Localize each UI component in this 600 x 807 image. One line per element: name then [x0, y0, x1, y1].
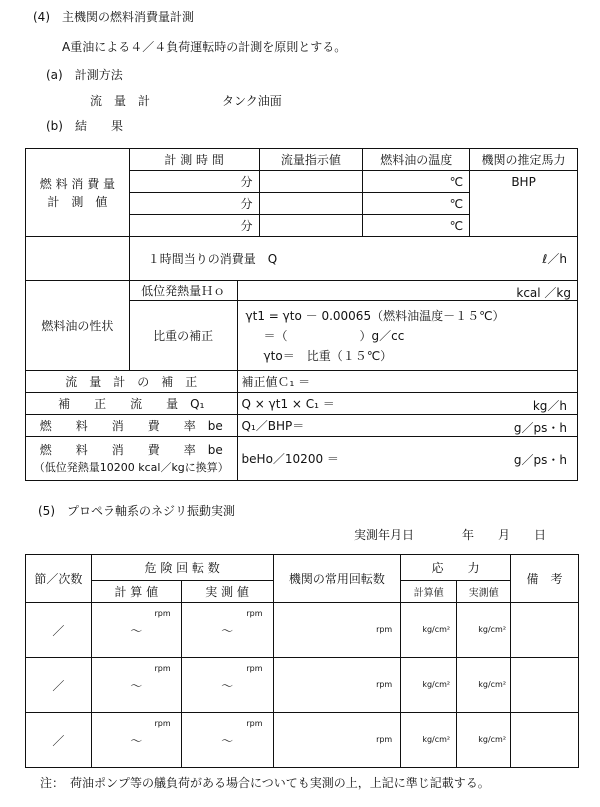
fuel-consumption-table	[25, 148, 578, 481]
col-normal-speed: 機関の常用回転数	[273, 555, 401, 603]
low-heat-cell[interactable]: kcal ／kg	[237, 281, 577, 301]
torsional-vibration-table	[25, 554, 579, 768]
col-meas-value: 実 測 値	[181, 581, 273, 603]
col-critical-speed: 危 険 回 転 数	[91, 555, 273, 581]
table-row	[26, 603, 579, 658]
meas-speed-cell[interactable]: ～ rpm	[181, 713, 273, 768]
time-cell[interactable]: 分	[129, 215, 259, 237]
temp-cell[interactable]: ℃	[363, 215, 470, 237]
sg-correction-label: 比重の補正	[129, 301, 237, 371]
stress-meas-cell[interactable]: kg/cm²	[457, 658, 511, 713]
col-stress: 応 力	[401, 555, 511, 581]
calc-speed-cell[interactable]: ～ rpm	[91, 603, 181, 658]
table-row	[26, 713, 579, 768]
section-4-heading: (4) 主機関の燃料消費量計測	[33, 10, 194, 24]
converted-rate-label: 燃 料 消 費 率 be （低位発熱量10200 kcal／kgに換算）	[26, 437, 238, 481]
col-node-order: 節／次数	[26, 555, 92, 603]
normal-speed-cell[interactable]: rpm	[273, 603, 401, 658]
stress-meas-cell[interactable]: kg/cm²	[457, 603, 511, 658]
meas-speed-cell[interactable]: ～ rpm	[181, 603, 273, 658]
consumption-label-cell: 燃 料 消 費 量 計 測 値	[26, 149, 130, 237]
low-heat-label: 低位発熱量Ｈｏ	[129, 281, 237, 301]
temp-cell[interactable]: ℃	[363, 171, 470, 193]
remarks-cell[interactable]	[511, 658, 579, 713]
converted-rate-cell[interactable]: beHo／10200 ＝ g／ps・h	[237, 437, 577, 481]
normal-speed-cell[interactable]: rpm	[273, 713, 401, 768]
sg-correction-cell[interactable]: γt1 = γto － 0.00065（燃料油温度－１５℃） ＝（ ）g／cc γto＝ 比重（１５℃）	[237, 301, 577, 371]
footnote: 注： 荷油ポンプ等の艤負荷がある場合についても実測の上，上記に準じ記載する。	[40, 776, 490, 790]
stress-calc-cell[interactable]: kg/cm²	[401, 713, 457, 768]
corrected-flow-cell[interactable]: Q × γt1 × C₁ ＝ kg／h	[237, 393, 577, 415]
consumption-rate-label: 燃 料 消 費 率 be	[26, 415, 238, 437]
hourly-consumption-cell[interactable]: １時間当りの消費量 Q ℓ／h	[129, 237, 577, 281]
calc-speed-cell[interactable]: ～ rpm	[91, 713, 181, 768]
measurement-date: 実測年月日 年 月 日	[354, 528, 547, 542]
col-stress-calc: 計算値	[401, 581, 457, 603]
section-4-intro: A重油による４／４負荷運転時の計測を原則とする。	[62, 40, 347, 54]
method-tank-level: タンク油面	[222, 94, 282, 108]
method-label: (a) 計測方法	[46, 68, 123, 82]
remarks-cell[interactable]	[511, 713, 579, 768]
temp-cell[interactable]: ℃	[363, 193, 470, 215]
col-flow-value: 流量指示値	[259, 149, 363, 171]
col-est-power: 機関の推定馬力	[470, 149, 578, 171]
section-5-heading: (5) プロペラ軸系のネジリ振動実測	[38, 504, 235, 518]
node-cell[interactable]: ／	[26, 658, 92, 713]
method-flowmeter: 流 量 計	[90, 94, 151, 108]
remarks-cell[interactable]	[511, 603, 579, 658]
fuel-property-label: 燃料油の性状	[26, 281, 130, 371]
stress-meas-cell[interactable]: kg/cm²	[457, 713, 511, 768]
time-cell[interactable]: 分	[129, 193, 259, 215]
col-calc-value: 計 算 値	[91, 581, 181, 603]
col-measure-time: 計 測 時 間	[129, 149, 259, 171]
calc-speed-cell[interactable]: ～ rpm	[91, 658, 181, 713]
table-row	[26, 658, 579, 713]
node-cell[interactable]: ／	[26, 603, 92, 658]
flow-correction-label: 流 量 計 の 補 正	[26, 371, 238, 393]
col-remarks: 備 考	[511, 555, 579, 603]
result-label: (b) 結 果	[46, 119, 123, 133]
stress-calc-cell[interactable]: kg/cm²	[401, 603, 457, 658]
flow-cell[interactable]	[259, 193, 363, 215]
bhp-cell[interactable]: BHP	[470, 171, 578, 237]
flow-cell[interactable]	[259, 215, 363, 237]
time-cell[interactable]: 分	[129, 171, 259, 193]
normal-speed-cell[interactable]: rpm	[273, 658, 401, 713]
col-stress-meas: 実測値	[457, 581, 511, 603]
consumption-rate-cell[interactable]: Q₁／BHP＝ g／ps・h	[237, 415, 577, 437]
flow-correction-cell[interactable]: 補正値Ｃ₁ ＝	[237, 371, 577, 393]
node-cell[interactable]: ／	[26, 713, 92, 768]
col-fuel-temp: 燃料油の温度	[363, 149, 470, 171]
meas-speed-cell[interactable]: ～ rpm	[181, 658, 273, 713]
stress-calc-cell[interactable]: kg/cm²	[401, 658, 457, 713]
corrected-flow-label: 補 正 流 量 Q₁	[26, 393, 238, 415]
flow-cell[interactable]	[259, 171, 363, 193]
